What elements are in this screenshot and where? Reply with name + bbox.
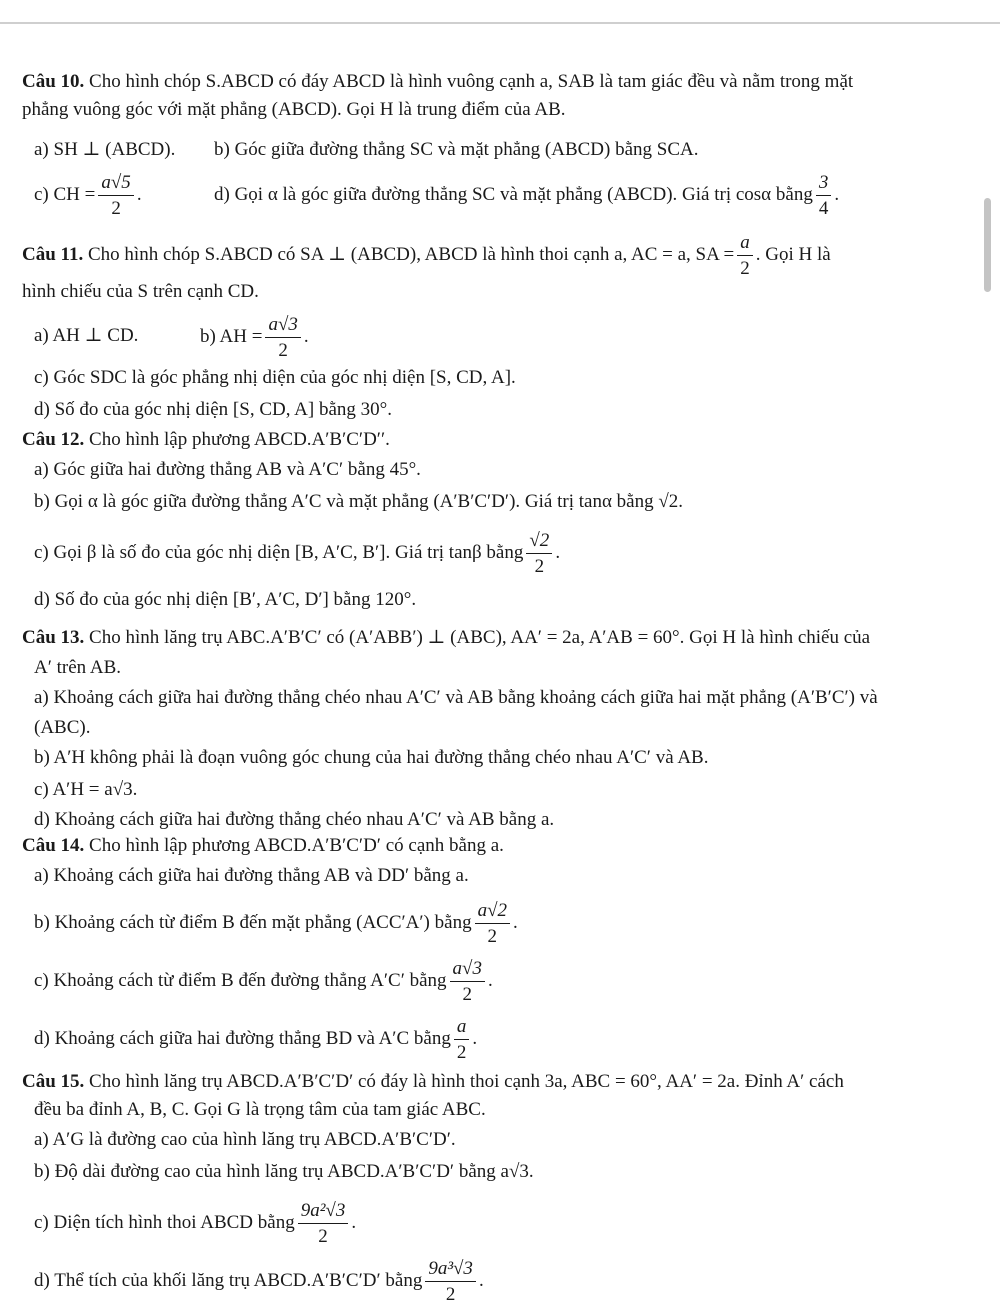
q13-title: Câu 13. [22,627,85,648]
q11-title: Câu 11. [22,243,84,265]
q11-stem-line1: Câu 11. Cho hình chóp S.ABCD có SA ⊥ (ABCD), ABCD là hình thoi cạnh a, AC = a, SA = $\frac{a}{2}$ . Gọi H là [22,232,831,279]
q15-stem-line2: đều ba đỉnh A, B, C. Gọi G là trọng tâm của tam giác ABC. [34,1099,486,1120]
q15-d-fraction: $\frac{\text{9a³√3}}{2}$ [425,1258,476,1305]
q14-option-b: b) Khoảng cách từ điểm B đến mặt phẳng (ACC′A′) bằng $\frac{a√2}{2}$ . [34,900,518,947]
scrollbar-thumb[interactable] [984,198,991,292]
q15-title: Câu 15. [22,1071,85,1092]
q10-option-b: b) Góc giữa đường thẳng SC và mặt phẳng (ABCD) bằng SCA. [214,139,699,160]
top-divider [0,22,1000,24]
q11-option-d: d) Số đo của góc nhị diện [S, CD, A] bằng 30°. [34,399,393,420]
q11-b-fraction: $\frac{a√3}{2}$ [265,314,300,361]
q11-option-b: b) AH = $\frac{a√3}{2}$ . [200,314,309,361]
q15-option-d: d) Thể tích của khối lăng trụ ABCD.A′B′C′D′ bằng $\frac{\text{9a³√3}}{2}$ . [34,1258,484,1305]
q14-c-fraction: $\frac{a√3}{2}$ [450,958,485,1005]
q15-option-c: c) Diện tích hình thoi ABCD bằng $\frac{\text{9a²√3}}{2}$ . [34,1200,357,1247]
q13-option-c: c) A′H = a√3. [34,779,138,800]
q15-c-fraction: $\frac{\text{9a²√3}}{2}$ [298,1200,349,1247]
q11-option-a: a) AH ⊥ CD. [34,325,139,346]
q13-option-b: b) A′H không phải là đoạn vuông góc chung của hai đường thẳng chéo nhau A′C′ và AB. [34,747,709,768]
q13-stem-line1: Câu 13. Cho hình lăng trụ ABC.A′B′C′ có (A′ABB′) ⊥ (ABC), AA′ = 2a, A′AB = 60°. Gọi H là hình chiếu của [22,627,871,648]
q14-title: Câu 14. [22,835,85,856]
q11-stem-line2: hình chiếu của S trên cạnh CD. [22,281,259,302]
q14-option-a: a) Khoảng cách giữa hai đường thẳng AB và DD′ bằng a. [34,865,469,886]
q10-stem-line2: phẳng vuông góc với mặt phẳng (ABCD). Gọi H là trung điểm của AB. [22,99,566,120]
q13-option-a-line1: a) Khoảng cách giữa hai đường thẳng chéo nhau A′C′ và AB bằng khoảng cách giữa hai mặt phẳng (A′B′C′) và [34,687,878,708]
q12-c-fraction: $\frac{√2}{2}$ [526,530,552,577]
q14-option-d: d) Khoảng cách giữa hai đường thẳng BD và A′C bằng $\frac{a}{2}$ . [34,1016,478,1063]
q10-title: Câu 10. [22,71,85,92]
q13-option-d: d) Khoảng cách giữa hai đường thẳng chéo nhau A′C′ và AB bằng a. [34,809,555,830]
q14-d-fraction: $\frac{a}{2}$ [454,1016,470,1063]
q10-c-fraction: $\frac{a√5}{2}$ [98,172,133,219]
q10-d-fraction: $\frac{3}{4}$ [816,172,832,219]
q12-stem: Câu 12. Cho hình lập phương ABCD.A′B′C′D′′. [22,429,390,450]
q14-option-c: c) Khoảng cách từ điểm B đến đường thẳng A′C′ bằng $\frac{a√3}{2}$ . [34,958,493,1005]
q15-option-a: a) A′G là đường cao của hình lăng trụ ABCD.A′B′C′D′. [34,1129,456,1150]
q14-b-fraction: $\frac{a√2}{2}$ [475,900,510,947]
q12-title: Câu 12. [22,429,85,450]
q13-option-a-line2: (ABC). [34,717,91,738]
q10-option-a: a) SH ⊥ (ABCD). [34,139,176,160]
q12-option-d: d) Số đo của góc nhị diện [B′, A′C, D′] bằng 120°. [34,589,417,610]
q11-option-c: c) Góc SDC là góc phẳng nhị diện của góc nhị diện [S, CD, A]. [34,367,516,388]
q10-option-c: c) CH = $\frac{a√5}{2}$ . [34,172,142,219]
q14-stem: Câu 14. Cho hình lập phương ABCD.A′B′C′D′ có cạnh bằng a. [22,835,504,856]
q12-option-b: b) Gọi α là góc giữa đường thẳng A′C và mặt phẳng (A′B′C′D′). Giá trị tanα bằng √2. [34,491,684,512]
q12-option-c: c) Gọi β là số đo của góc nhị diện [B, A′C, B′]. Giá trị tanβ bằng $\frac{√2}{2}$ . [34,530,561,577]
q11-sa-fraction: $\frac{a}{2}$ [737,232,753,279]
q10-stem-line1: Câu 10. Cho hình chóp S.ABCD có đáy ABCD là hình vuông cạnh a, SAB là tam giác đều và nằm trong mặt [22,71,854,92]
q12-option-a: a) Góc giữa hai đường thẳng AB và A′C′ bằng 45°. [34,459,421,480]
q10-option-d: d) Gọi α là góc giữa đường thẳng SC và mặt phẳng (ABCD). Giá trị cosα bằng $\frac{3}{4}$ . [214,172,840,219]
q15-stem-line1: Câu 15. Cho hình lăng trụ ABCD.A′B′C′D′ có đáy là hình thoi cạnh 3a, ABC = 60°, AA′ = 2a. Đỉnh A′ cách [22,1071,844,1092]
q13-stem-line2: A′ trên AB. [34,657,122,678]
q15-option-b: b) Độ dài đường cao của hình lăng trụ ABCD.A′B′C′D′ bằng a√3. [34,1161,534,1182]
